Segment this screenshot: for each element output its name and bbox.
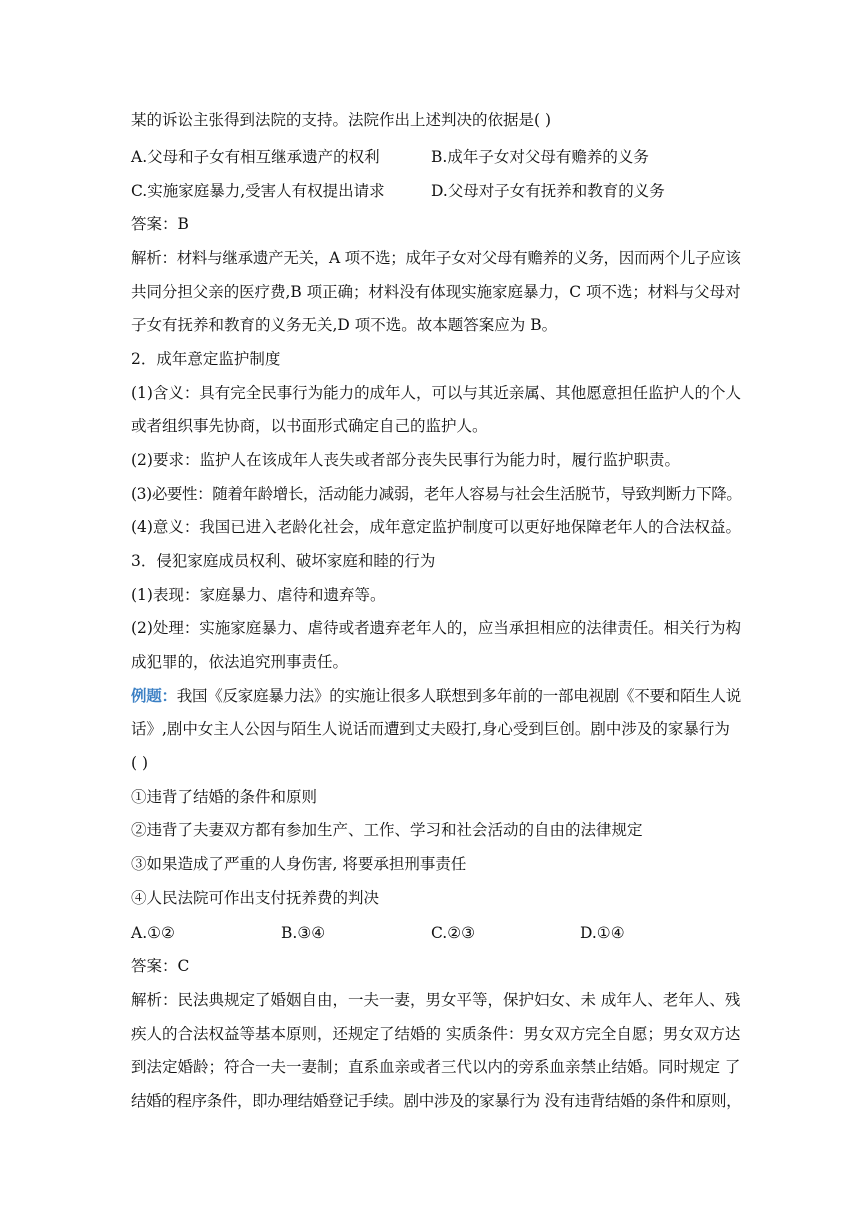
section-item: 成犯罪的，依法追究刑事责任。 xyxy=(131,653,349,671)
statement: ③如果造成了严重的人身伤害, 将要承担刑事责任 xyxy=(131,855,467,873)
example-stem-line: ( ) xyxy=(131,754,149,772)
analysis-line: 到法定婚龄；符合一夫一妻制；直系血亲或者三代以内的旁系血亲禁止结婚。同时规定 了 xyxy=(131,1058,741,1076)
section-heading: 3．侵犯家庭成员权利、破坏家庭和睦的行为 xyxy=(131,552,436,570)
section-item: 或者组织事先协商，以书面形式确定自己的监护人。 xyxy=(131,417,488,435)
option-b: B.③④ xyxy=(281,924,326,942)
analysis-line: 疾人的合法权益等基本原则，还规定了结婚的 实质条件：男女双方完全自愿；男女双方达 xyxy=(131,1025,741,1043)
option-a: A.父母和子女有相互继承遗产的权利 xyxy=(131,148,380,166)
section-item: (1)表现：家庭暴力、虐待和遗弃等。 xyxy=(131,586,386,604)
statement: ④人民法院可作出支付抚养费的判决 xyxy=(131,889,380,907)
option-d: D.①④ xyxy=(580,924,625,942)
analysis-line: 解析：民法典规定了婚姻自由，一夫一妻，男女平等，保护妇女、未 成年人、老年人、残 xyxy=(131,991,741,1009)
section-item: (1)含义：具有完全民事行为能力的成年人，可以与其近亲属、其他愿意担任监护人的个人 xyxy=(131,384,741,402)
example-stem-text: 我国《反家庭暴力法》的实施让很多人联想到多年前的一部电视剧《不要和陌生人说 xyxy=(176,687,742,705)
analysis-line: 结婚的程序条件，即办理结婚登记手续。剧中涉及的家暴行为 没有违背结婚的条件和原则， xyxy=(131,1092,742,1110)
example-stem-line: 话》,剧中女主人公因与陌生人说话而遭到丈夫殴打,身心受到巨创。剧中涉及的家暴行为 xyxy=(131,720,730,738)
option-b: B.成年子女对父母有赡养的义务 xyxy=(431,148,649,166)
analysis-line: 解析：材料与继承遗产无关，A 项不选；成年子女对父母有赡养的义务，因而两个儿子应该 xyxy=(131,249,741,267)
option-c: C.实施家庭暴力,受害人有权提出请求 xyxy=(131,182,385,200)
option-d: D.父母对子女有抚养和教育的义务 xyxy=(431,182,665,200)
option-c: C.②③ xyxy=(431,924,476,942)
example-label: 例题： xyxy=(131,686,177,705)
statement: ②违背了夫妻双方都有参加生产、工作、学习和社会活动的自由的法律规定 xyxy=(131,821,643,839)
answer: 答案：C xyxy=(131,957,190,975)
section-item: (3)必要性：随着年龄增长，活动能力减弱，老年人容易与社会生活脱节，导致判断力下降。 xyxy=(131,485,742,503)
section-item: (2)处理：实施家庭暴力、虐待或者遗弃老年人的，应当承担相应的法律责任。相关行为构 xyxy=(131,619,741,637)
analysis-line: 共同分担父亲的医疗费,B 项正确；材料没有体现实施家庭暴力，C 项不选；材料与父母对 xyxy=(131,283,741,301)
statement: ①违背了结婚的条件和原则 xyxy=(131,788,318,806)
question-stem: 某的诉讼主张得到法院的支持。法院作出上述判决的依据是( ) xyxy=(131,111,552,129)
analysis-line: 子女有抚养和教育的义务无关,D 项不选。故本题答案应为 B。 xyxy=(131,316,558,334)
example-stem-line xyxy=(131,685,741,707)
section-item: (2)要求：监护人在该成年人丧失或者部分丧失民事行为能力时，履行监护职责。 xyxy=(131,451,680,469)
option-a: A.①② xyxy=(131,924,175,942)
section-heading: 2．成年意定监护制度 xyxy=(131,350,281,368)
answer: 答案：B xyxy=(131,215,189,233)
section-item: (4)意义：我国已进入老龄化社会，成年意定监护制度可以更好地保障老年人的合法权益。 xyxy=(131,518,741,536)
